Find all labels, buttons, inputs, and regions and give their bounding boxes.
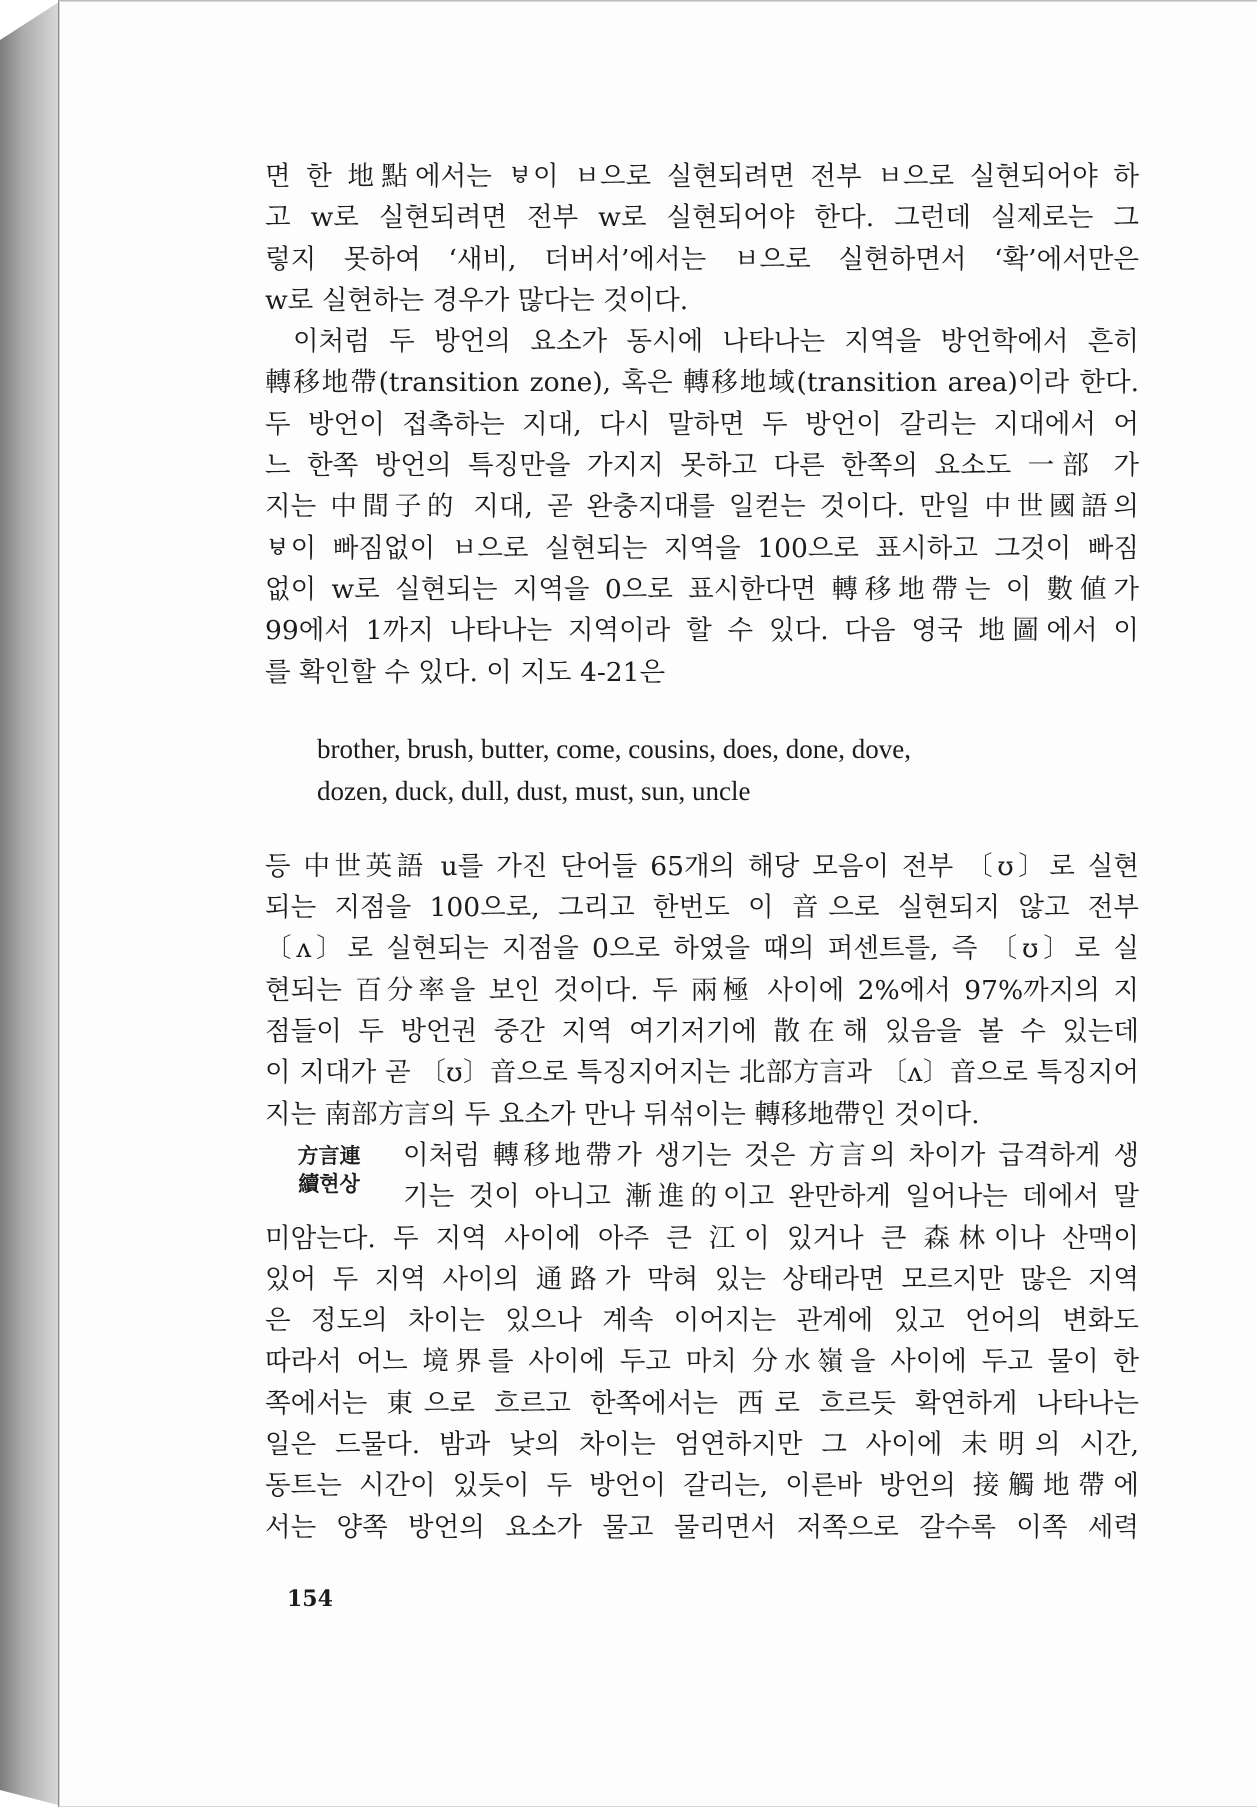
- text-line: 지는 中間子的 지대, 곧 완충지대를 일컫는 것이다. 만일 中世國語의: [265, 491, 1139, 523]
- paragraph-4: [265, 1218, 1139, 1548]
- text-line: 〔ʌ〕로 실현되는 지점을 0으로 하였을 때의 퍼센트를, 즉 〔ʊ〕로 실: [265, 933, 1139, 965]
- text-line: 기는 것이 아니고 漸進的이고 완만하게 일어나는 데에서 말: [403, 1181, 1139, 1213]
- margin-heading-line: 方言連: [297, 1143, 361, 1168]
- book-page: [58, 0, 1257, 1807]
- text-line: 되는 지점을 100으로, 그리고 한번도 이 音으로 실현되지 않고 전부: [265, 892, 1139, 924]
- text-line: 99에서 1까지 나타나는 지역이라 할 수 있다. 다음 영국 地圖에서 이: [265, 615, 1139, 647]
- text-line: 지는 南部方言의 두 요소가 만나 뒤섞이는 轉移地帶인 것이다.: [265, 1098, 980, 1130]
- text-line: 이 지대가 곧 〔ʊ〕音으로 특징지어지는 北部方言과 〔ʌ〕音으로 특징지어: [265, 1057, 1139, 1089]
- text-line: 를 확인할 수 있다. 이 지도 4-21은: [265, 656, 666, 688]
- text-line: 이처럼 두 방언의 요소가 동시에 나타나는 지역을 방언학에서 흔히: [293, 326, 1139, 358]
- text-line: 없이 w로 실현되는 지역을 0으로 표시한다면 轉移地帶는 이 數値가: [265, 573, 1139, 605]
- text-line: 서는 양쪽 방언의 요소가 물고 물리면서 저쪽으로 갈수록 이쪽 세력: [265, 1511, 1139, 1543]
- quote-line: brother, brush, butter, come, cousins, does, done, dove,: [317, 733, 911, 764]
- text-line: 고 w로 실현되려면 전부 w로 실현되어야 한다. 그런데 실제로는 그: [265, 202, 1139, 234]
- paragraph-3: [265, 846, 1139, 1135]
- text-line: ㅸ이 빠짐없이 ㅂ으로 실현되는 지역을 100으로 표시하고 그것이 빠짐: [265, 532, 1139, 564]
- paragraph-2: [265, 321, 1139, 693]
- text-line: 轉移地帶(transition zone), 혹은 轉移地域(transition area)이라 한다.: [265, 367, 1139, 399]
- book-spine-edge: [0, 0, 62, 1806]
- paragraph-4-with-sidenote: [265, 1135, 1139, 1218]
- quote-line: dozen, duck, dull, dust, must, sun, uncle: [317, 775, 751, 806]
- text-line: 느 한쪽 방언의 특징만을 가지지 못하고 다른 한쪽의 요소도 一部 가: [265, 450, 1139, 482]
- text-line: 이처럼 轉移地帶가 생기는 것은 方言의 차이가 급격하게 생: [403, 1139, 1139, 1171]
- text-line: w로 실현하는 경우가 많다는 것이다.: [265, 284, 689, 316]
- text-line: 면 한 地點에서는 ㅸ이 ㅂ으로 실현되려면 전부 ㅂ으로 실현되어야 하: [265, 161, 1139, 192]
- text-line: 동트는 시간이 있듯이 두 방언이 갈리는, 이른바 방언의 接觸地帶에: [265, 1470, 1139, 1502]
- margin-heading-line: 續현상: [298, 1171, 360, 1196]
- text-line: 일은 드물다. 밤과 낮의 차이는 엄연하지만 그 사이에 未明의 시간,: [265, 1429, 1139, 1461]
- text-line: 두 방언이 접촉하는 지대, 다시 말하면 두 방언이 갈리는 지대에서 어: [265, 408, 1139, 440]
- text-line: 미암는다. 두 지역 사이에 아주 큰 江이 있거나 큰 森林이나 산맥이: [265, 1222, 1139, 1254]
- text-line: 점들이 두 방언권 중간 지역 여기저기에 散在해 있음을 볼 수 있는데: [265, 1016, 1139, 1048]
- text-line: 쪽에서는 東으로 흐르고 한쪽에서는 西로 흐르듯 확연하게 나타나는: [265, 1387, 1139, 1419]
- margin-heading: [283, 1142, 375, 1198]
- text-line: 있어 두 지역 사이의 通路가 막혀 있는 상태라면 모르지만 많은 지역: [265, 1263, 1139, 1295]
- text-line: 현되는 百分率을 보인 것이다. 두 兩極 사이에 2%에서 97%까지의 지: [265, 974, 1139, 1006]
- page-content: [265, 156, 1139, 1548]
- word-list-quote: [317, 728, 1097, 812]
- page-number: 154: [287, 1586, 333, 1612]
- text-line: 렇지 못하여 ‘새비, 더버서’에서는 ㅂ으로 실현하면서 ‘확’에서만은: [265, 243, 1139, 275]
- text-line: 은 정도의 차이는 있으나 계속 이어지는 관계에 있고 언어의 변화도: [265, 1305, 1139, 1337]
- text-line: 등 中世英語 u를 가진 단어들 65개의 해당 모음이 전부 〔ʊ〕로 실현: [265, 850, 1139, 882]
- text-line: 따라서 어느 境界를 사이에 두고 마치 分水嶺을 사이에 두고 물이 한: [265, 1346, 1139, 1378]
- paragraph-1: [265, 156, 1139, 321]
